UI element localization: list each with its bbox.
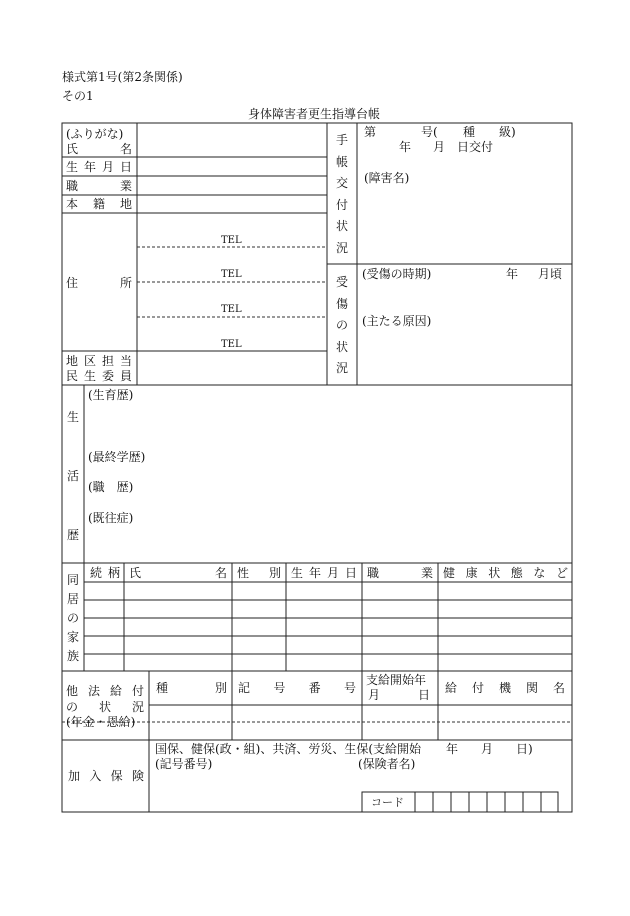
life-history-char-3: 歴 — [67, 528, 80, 542]
injury-time-month: 月頃 — [538, 267, 563, 281]
col-birthdate: 生 年 月 日 — [291, 566, 357, 580]
disability-name-label: (障害名) — [364, 171, 410, 185]
handbook-vertical-label: 手 帳 交 付 状 況 — [335, 133, 348, 255]
household-vertical-label: 同 居 の 家 族 — [66, 573, 79, 663]
address-label: 住 所 — [66, 276, 132, 290]
col-health: 健 康 状 態 な ど — [443, 566, 568, 580]
insurance-start-day: 日) — [516, 742, 533, 756]
col-symbol-number: 記 号 番 号 — [238, 681, 356, 695]
injury-vertical-label: 受 傷 の 状 況 — [335, 275, 348, 375]
insurance-label: 加 入 保 険 — [68, 769, 144, 783]
sheet-label: その1 — [62, 89, 94, 103]
medical-history-label: (既往症) — [88, 511, 134, 525]
insurance-start-month: 月 — [481, 742, 494, 756]
furigana-label: (ふりがな) — [66, 127, 124, 141]
handbook-grade-kyu: 級) — [499, 125, 516, 139]
form-number: 様式第1号(第2条関係) — [62, 70, 183, 84]
tel-label-3: TEL — [221, 304, 242, 315]
col-start-line2: 月 日 — [368, 688, 430, 702]
other-benefits-label-2: の 状 況 — [66, 700, 144, 714]
name-label: 氏 名 — [66, 142, 132, 156]
col-name: 氏 名 — [129, 566, 227, 580]
insurance-insurer-name: (保険者名) — [358, 757, 416, 771]
issue-day: 日交付 — [457, 140, 494, 154]
other-benefits-label-3: (年金・恩給) — [66, 715, 136, 729]
handbook-grade-shu: 種 — [463, 125, 476, 139]
district-label: 地 区 担 当 — [66, 354, 132, 368]
tel-label-1: TEL — [221, 235, 242, 246]
injury-time-year: 年 — [506, 267, 519, 281]
education-label: (最終学歴) — [88, 450, 146, 464]
issue-month: 月 — [433, 140, 446, 154]
welfare-commissioner-label: 民 生 委 員 — [66, 369, 132, 383]
insurance-symbol-number: (記号番号) — [155, 757, 213, 771]
issue-year: 年 — [399, 140, 412, 154]
upbringing-label: (生育歴) — [88, 388, 134, 402]
insurance-types: 国保、健保(政・組)、共済、労災、生保(支給開始 — [155, 742, 422, 756]
work-history-label: (職 歴) — [88, 480, 134, 494]
injury-cause-label: (主たる原因) — [362, 314, 432, 328]
injury-time-label: (受傷の時期) — [362, 267, 432, 281]
col-sex: 性 別 — [237, 566, 281, 580]
insurance-start-year: 年 — [446, 742, 459, 756]
form-title: 身体障害者更生指導台帳 — [248, 107, 381, 121]
col-occupation: 職 業 — [367, 566, 433, 580]
col-kind: 種 別 — [156, 681, 227, 695]
handbook-number-dai: 第 — [364, 125, 377, 139]
code-label: コード — [371, 796, 404, 809]
tel-label-4: TEL — [221, 339, 242, 350]
col-relationship: 続 柄 — [90, 566, 120, 580]
col-start-line1: 支給開始年 — [366, 673, 427, 687]
col-agency: 給 付 機 関 名 — [445, 681, 565, 695]
handbook-number-go: 号( — [421, 125, 438, 139]
domicile-label: 本 籍 地 — [66, 197, 132, 211]
birthdate-label: 生 年 月 日 — [66, 160, 132, 174]
life-history-char-2: 活 — [67, 469, 80, 483]
tel-label-2: TEL — [221, 269, 242, 280]
occupation-label: 職 業 — [66, 179, 132, 193]
other-benefits-label-1: 他 法 給 付 — [66, 684, 144, 698]
life-history-char-1: 生 — [67, 410, 80, 424]
